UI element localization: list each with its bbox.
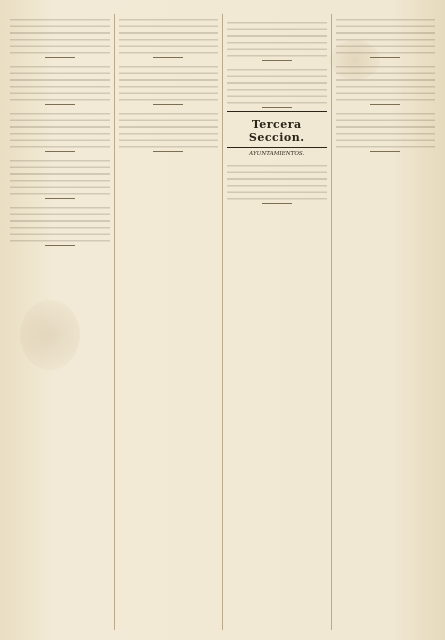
section-rule-bottom (227, 147, 327, 148)
section-title: Tercera Seccion. (248, 118, 305, 144)
notice-divider (262, 203, 292, 204)
notice-paragraph (227, 160, 327, 200)
notice-divider (370, 57, 400, 58)
notice-divider (45, 104, 75, 105)
section-rule-top (227, 111, 327, 112)
notice-divider (45, 57, 75, 58)
notice-divider (370, 151, 400, 152)
notice-paragraph (10, 202, 110, 242)
notice-divider (45, 198, 75, 199)
notice-paragraph (119, 61, 219, 101)
page-columns (6, 6, 439, 630)
column-3 (223, 14, 332, 630)
notice-paragraph (336, 108, 436, 148)
column-4 (332, 14, 440, 630)
notice-paragraph (10, 14, 110, 54)
notice-divider (153, 151, 183, 152)
column-1 (6, 14, 115, 630)
notice-divider (262, 107, 292, 108)
notice-divider (370, 104, 400, 105)
notice-divider (153, 104, 183, 105)
notice-divider (45, 245, 75, 246)
notice-divider (45, 151, 75, 152)
notice-divider (153, 57, 183, 58)
notice-paragraph (227, 17, 327, 57)
notice-paragraph (10, 108, 110, 148)
column-2 (115, 14, 224, 630)
notice-paragraph (227, 64, 327, 104)
notice-paragraph (119, 14, 219, 54)
notice-paragraph (10, 155, 110, 195)
notice-paragraph (336, 14, 436, 54)
notice-paragraph (10, 61, 110, 101)
notice-paragraph (336, 61, 436, 101)
notice-paragraph (119, 108, 219, 148)
section-subtitle: AYUNTAMIENTOS. (249, 151, 305, 157)
notice-divider (262, 60, 292, 61)
